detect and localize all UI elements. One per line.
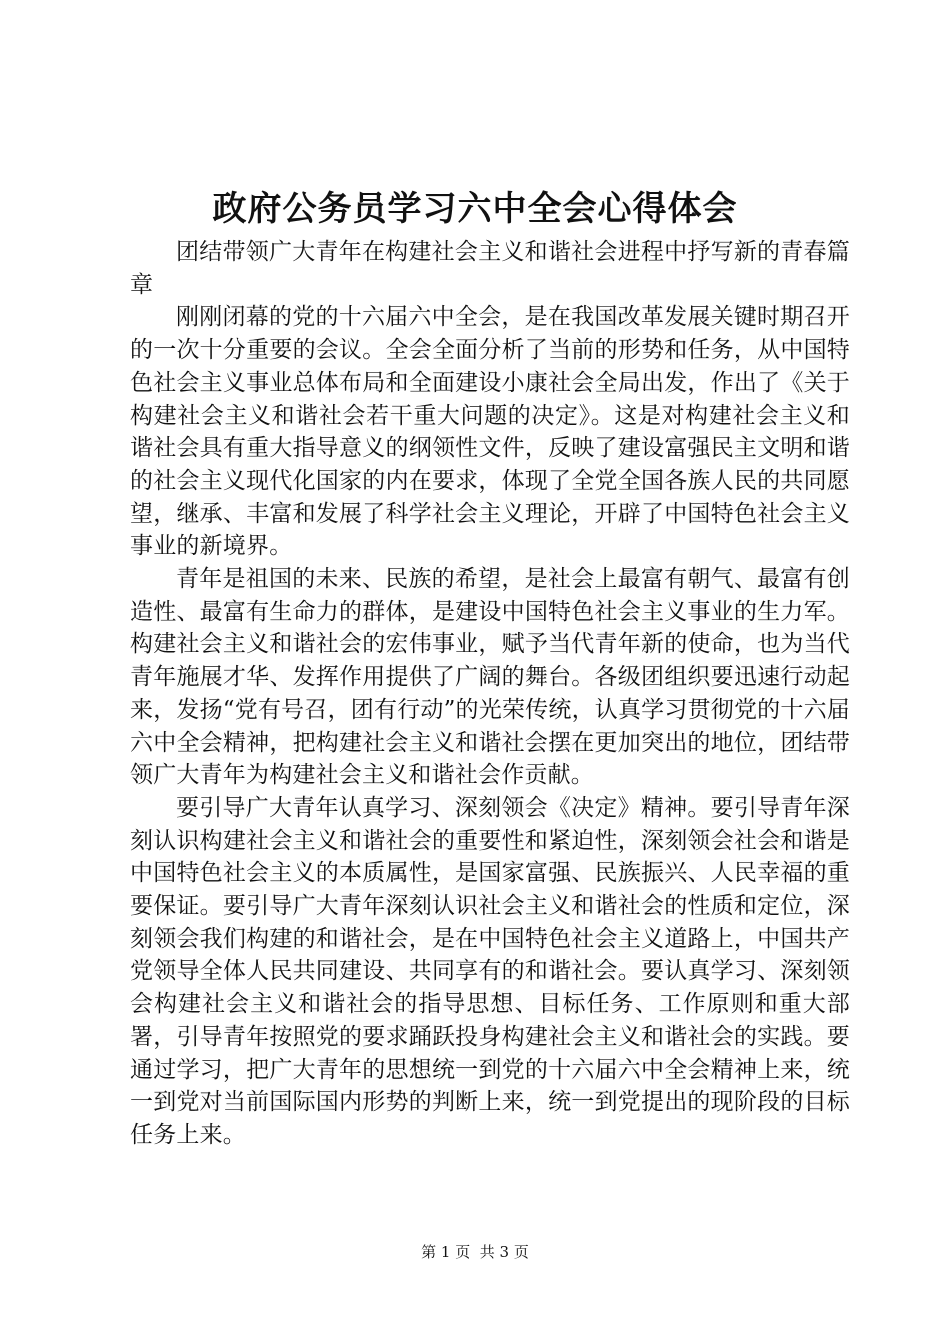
- body-paragraph-2: 青年是祖国的未来、民族的希望，是社会上最富有朝气、最富有创造性、最富有生命力的群体，是建设中国特色社会主义事业的生力军。构建社会主义和谐社会的宏伟事业，赋予当代青年新的使命，也为当代青年施展才华、发挥作用提供了广阔的舞台。各级团组织要迅速行动起来，发扬“党有号召，团有行动”的光荣传统，认真学习贯彻党的十六届六中全会精神，把构建社会主义和谐社会摆在更加突出的地位，团结带领广大青年为构建社会主义和谐社会作贡献。: [130, 566, 850, 789]
- body-paragraph-3: 要引导广大青年认真学习、深刻领会《决定》精神。要引导青年深刻认识构建社会主义和谐社会的重要性和紧迫性，深刻领会社会和谐是中国特色社会主义的本质属性，是国家富强、民族振兴、人民幸福的重要保证。要引导广大青年深刻认识社会主义和谐社会的性质和定位，深刻领会我们构建的和谐社会，是在中国特色社会主义道路上，中国共产党领导全体人民共同建设、共同享有的和谐社会。要认真学习、深刻领会构建社会主义和谐社会的指导思想、目标任务、工作原则和重大部署，引导青年按照党的要求踊跃投身构建社会主义和谐社会的实践。要通过学习，把广大青年的思想统一到党的十六届六中全会精神上来，统一到党对当前国际国内形势的判断上来，统一到党提出的现阶段的目标任务上来。: [130, 794, 850, 1148]
- page-footer: [0, 1240, 950, 1264]
- document-title: 政府公务员学习六中全会心得体会: [212, 189, 738, 229]
- subtitle-paragraph: 团结带领广大青年在构建社会主义和谐社会进程中抒写新的青春篇章: [130, 239, 850, 298]
- page-number: 第 1 页: [421, 1243, 471, 1261]
- document-body: [130, 236, 850, 1152]
- page-total: 共 3 页: [479, 1243, 529, 1261]
- body-paragraph-1: 刚刚闭幕的党的十六届六中全会，是在我国改革发展关键时期召开的一次十分重要的会议。全会全面分析了当前的形势和任务，从中国特色社会主义事业总体布局和全面建设小康社会全局出发，作出了《关于构建社会主义和谐社会若干重大问题的决定》。这是对构建社会主义和谐社会具有重大指导意义的纲领性文件，反映了建设富强民主文明和谐的社会主义现代化国家的内在要求，体现了全党全国各族人民的共同愿望，继承、丰富和发展了科学社会主义理论，开辟了中国特色社会主义事业的新境界。: [130, 304, 850, 560]
